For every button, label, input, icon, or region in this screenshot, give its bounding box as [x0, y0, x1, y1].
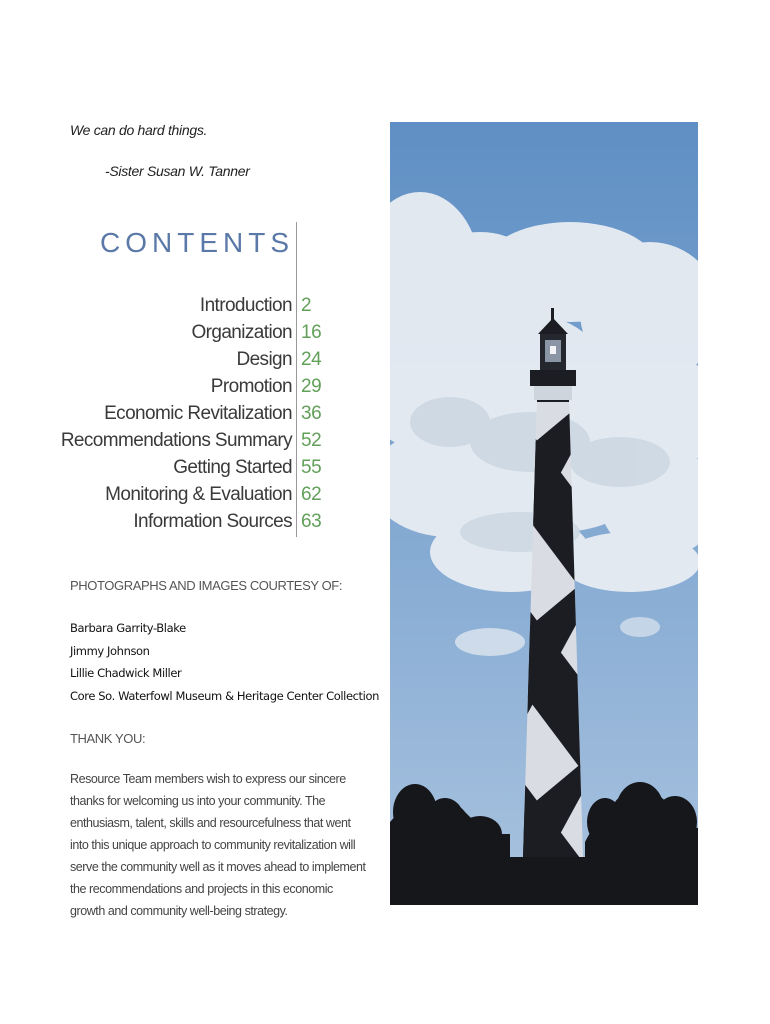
- credit-name: Lillie Chadwick Miller: [70, 666, 182, 680]
- contents-item-label: Getting Started: [173, 457, 292, 478]
- contents-item-label: Organization: [191, 322, 292, 343]
- credit-name: Jimmy Johnson: [70, 643, 150, 658]
- contents-item-label: Monitoring & Evaluation: [105, 484, 292, 505]
- contents-item-label: Design: [236, 349, 292, 370]
- contents-item: [90, 322, 330, 349]
- thanks-heading: THANK YOU:: [70, 731, 146, 746]
- contents-item: [90, 457, 330, 484]
- contents-item-label: Economic Revitalization: [104, 403, 292, 424]
- credit-name: Core So. Waterfowl Museum & Heritage Center Collection: [70, 688, 379, 703]
- contents-item-page: 63: [301, 511, 322, 532]
- credits-heading: PHOTOGRAPHS AND IMAGES COURTESY OF:: [70, 578, 343, 593]
- contents-list: [60, 295, 330, 538]
- lighthouse-photo: [390, 122, 698, 905]
- contents-item-page: 52: [301, 430, 322, 451]
- thanks-body: Resource Team members wish to express our sincere thanks for welcoming us into your community. The enthusiasm, talent, skills and resourcefulness that went into this unique approach to community revitalization will serve the community well as it moves ahead to implement the recommendations and projects in this economic growth and community well-being strategy.: [70, 772, 366, 918]
- credits-list: [70, 617, 379, 707]
- contents-item-page: 29: [301, 376, 322, 397]
- contents-item-label: Recommendations Summary: [60, 430, 292, 451]
- quote-attribution: -Sister Susan W. Tanner: [105, 163, 250, 179]
- contents-item-page: 36: [301, 403, 322, 424]
- contents-item: [90, 511, 330, 538]
- contents-item-page: 16: [301, 322, 322, 343]
- contents-item-page: 55: [301, 457, 322, 478]
- contents-item-label: Introduction: [199, 295, 292, 316]
- contents-item: [90, 349, 330, 376]
- quote-text: We can do hard things.: [70, 122, 208, 138]
- contents-title: CONTENTS: [100, 227, 294, 258]
- contents-item: [90, 376, 330, 403]
- contents-item: [90, 484, 330, 511]
- contents-item: [90, 295, 330, 322]
- contents-item: [90, 403, 330, 430]
- credit-name: Barbara Garrity-Blake: [70, 621, 186, 635]
- contents-item: [60, 430, 330, 457]
- contents-item-page: 2: [301, 295, 312, 316]
- contents-item-label: Promotion: [210, 376, 292, 397]
- contents-item-page: 62: [301, 484, 322, 505]
- contents-item-page: 24: [301, 349, 322, 370]
- contents-item-label: Information Sources: [133, 511, 292, 532]
